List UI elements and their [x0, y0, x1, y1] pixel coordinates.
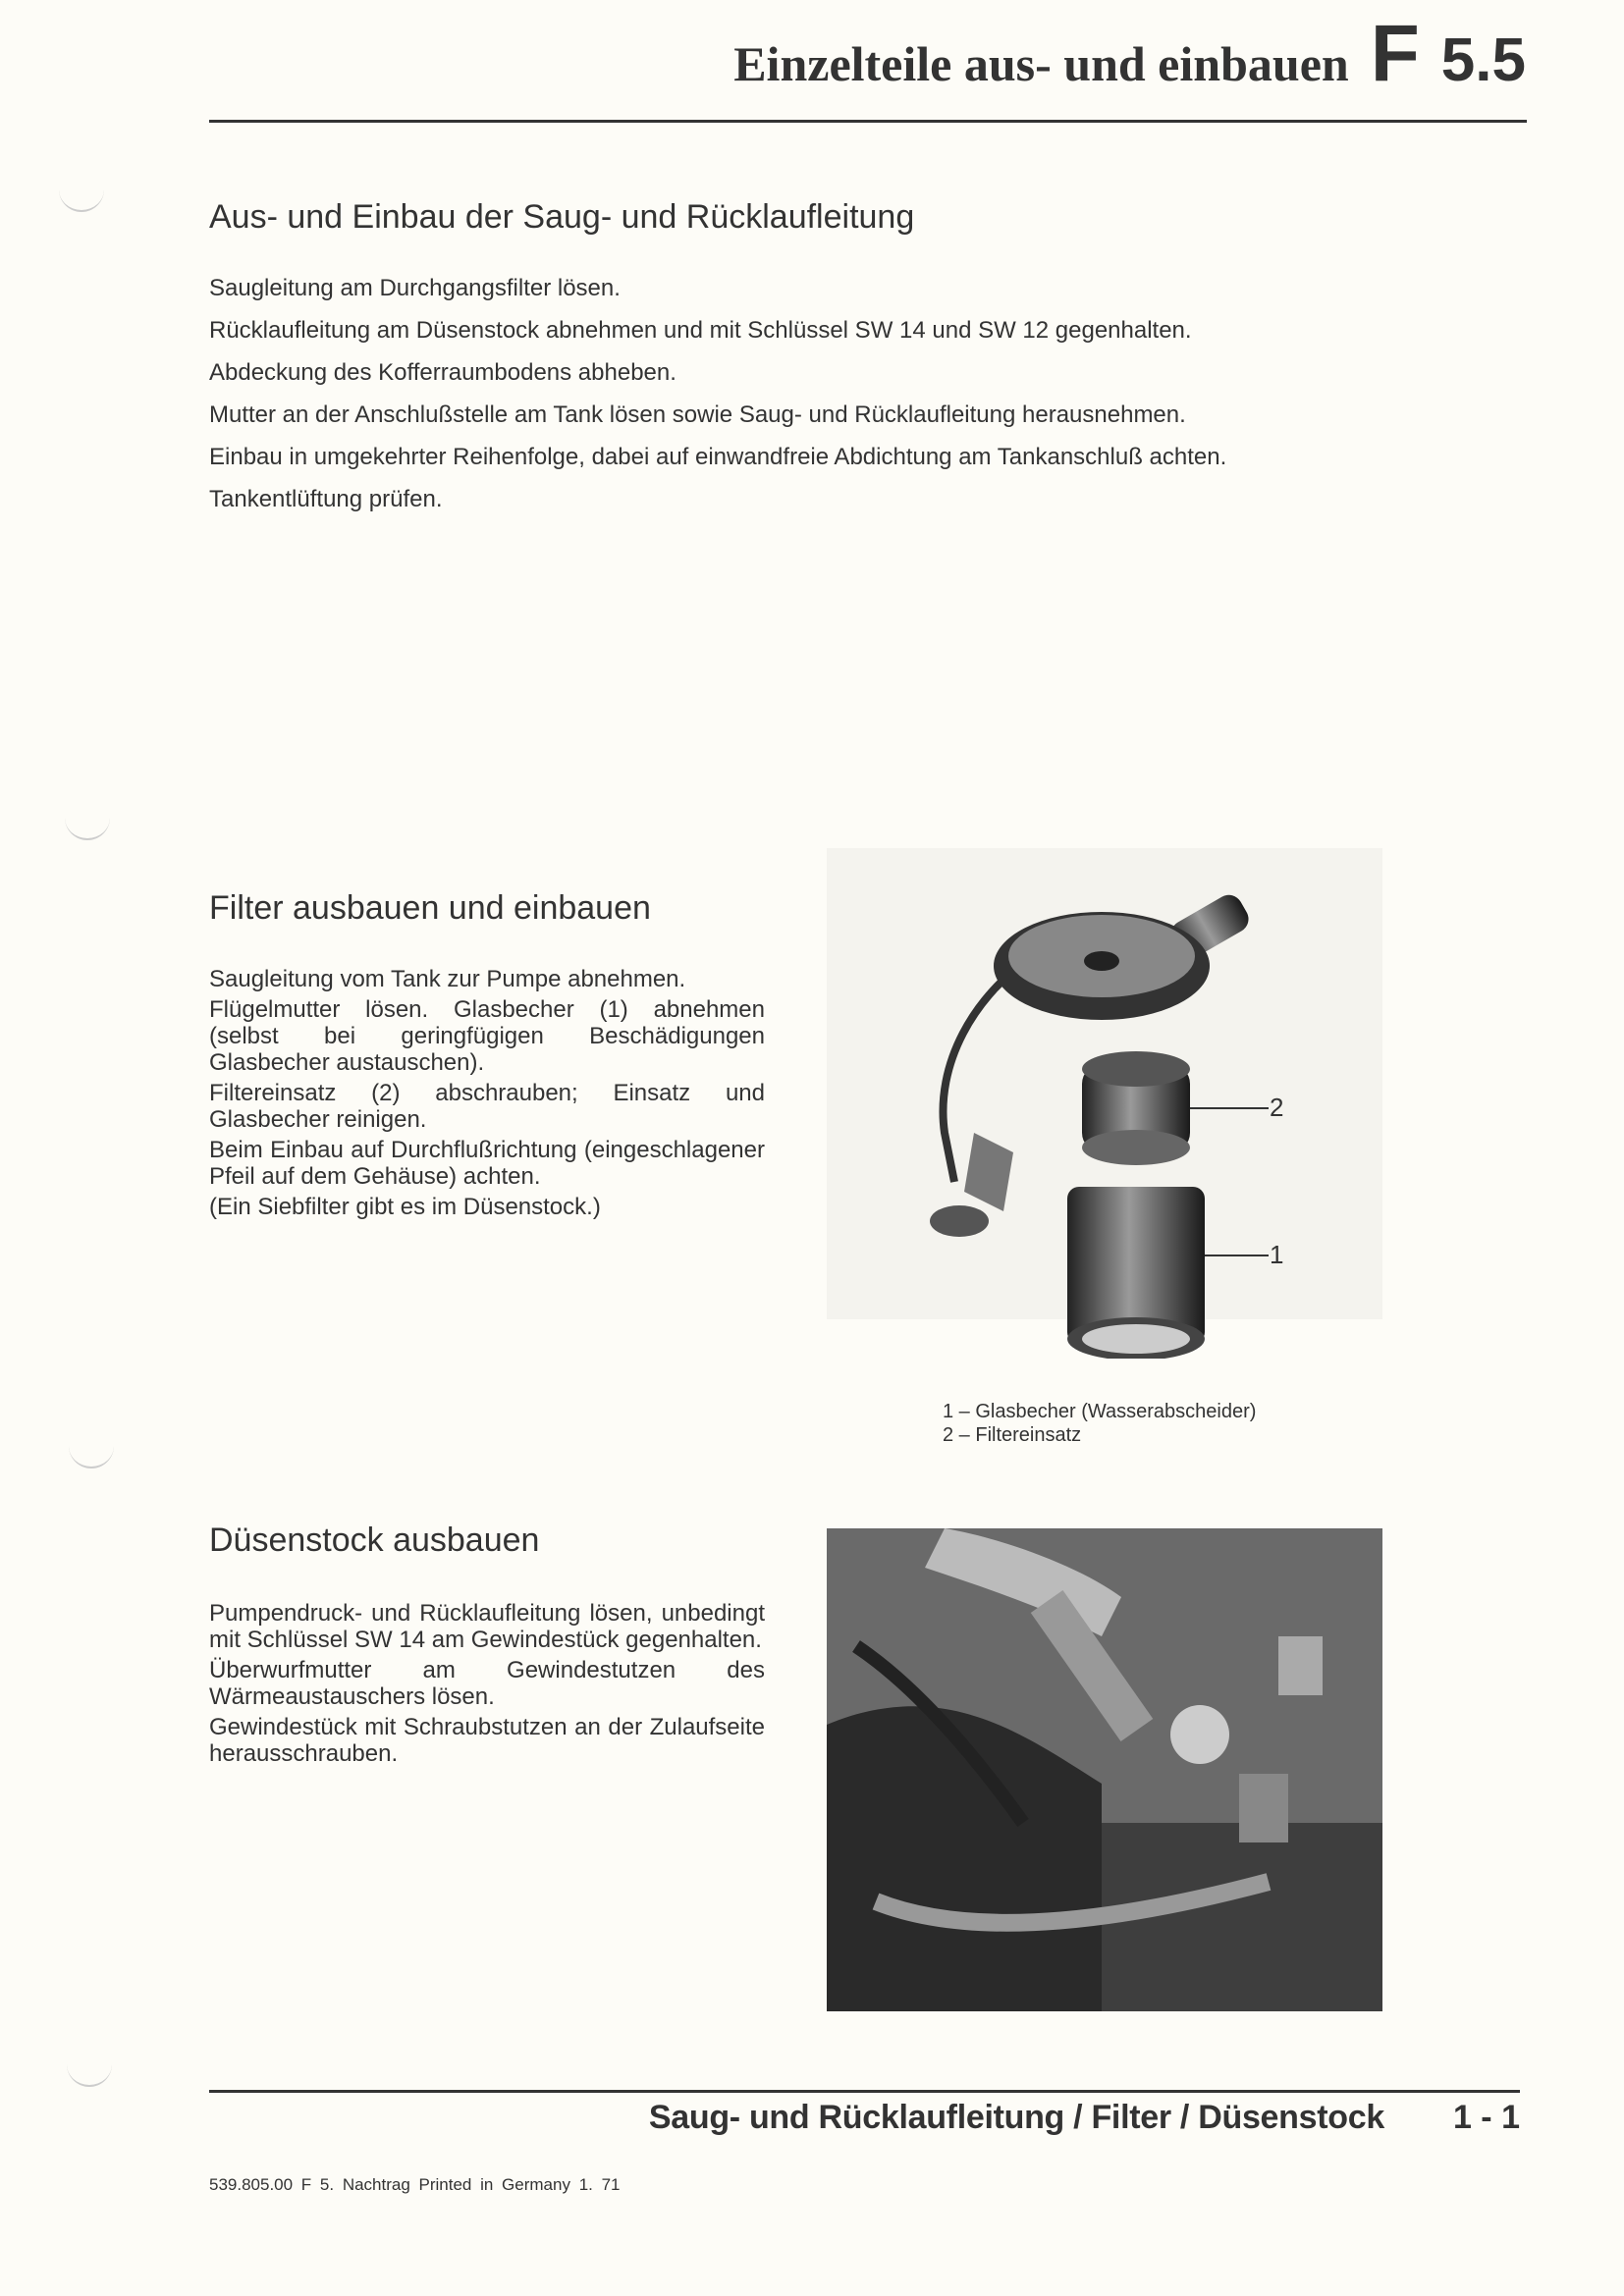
- footer-title: Saug- und Rücklaufleitung / Filter / Düsenstock: [648, 2099, 1384, 2136]
- filter-figure: [827, 848, 1382, 1319]
- section-body: [209, 966, 765, 1224]
- chapter-number: 5.5: [1440, 27, 1526, 94]
- punch-hole: [59, 187, 104, 212]
- paragraph: Saugleitung am Durchgangsfilter lösen.: [209, 275, 621, 301]
- header-rule: [209, 120, 1527, 123]
- punch-hole: [67, 2061, 112, 2087]
- paragraph: Tankentlüftung prüfen.: [209, 486, 443, 512]
- section-body: [209, 267, 1525, 520]
- punch-hole: [69, 1443, 114, 1468]
- page-header: [733, 9, 1526, 98]
- nozzle-photo: [827, 1528, 1382, 2011]
- paragraph: Abdeckung des Kofferraumbodens abheben.: [209, 359, 677, 386]
- print-code: 539.805.00 F 5. Nachtrag Printed in Germany 1. 71: [209, 2175, 621, 2194]
- section-heading: Filter ausbauen und einbauen: [209, 889, 651, 927]
- footer-rule: [209, 2090, 1520, 2093]
- page-header-title: Einzelteile aus- und einbauen: [733, 36, 1349, 91]
- paragraph: Überwurfmutter am Gewindestutzen des Wärmeaustauschers lösen.: [209, 1657, 765, 1710]
- paragraph: Flügelmutter lösen. Glasbecher (1) abnehmen (selbst bei geringfügigen Beschädigungen Glasbecher austauschen).: [209, 996, 765, 1076]
- caption-line: 2 – Filtereinsatz: [943, 1424, 1082, 1446]
- section-heading: Düsenstock ausbauen: [209, 1522, 540, 1559]
- paragraph: Pumpendruck- und Rücklaufleitung lösen, unbedingt mit Schlüssel SW 14 am Gewindestück gegenhalten.: [209, 1600, 765, 1653]
- page-number: 1 - 1: [1452, 2099, 1520, 2136]
- paragraph: Saugleitung vom Tank zur Pumpe abnehmen.: [209, 966, 686, 992]
- section-heading: Aus- und Einbau der Saug- und Rücklaufleitung: [209, 198, 915, 236]
- caption-line: 1 – Glasbecher (Wasserabscheider): [943, 1401, 1257, 1422]
- paragraph: Filtereinsatz (2) abschrauben; Einsatz und Glasbecher reinigen.: [209, 1080, 765, 1133]
- nozzle-assembly-photo: [827, 1528, 1382, 2011]
- figure-caption: [943, 1400, 1256, 1447]
- figure-label-1: 1: [1270, 1240, 1284, 1269]
- paragraph: Beim Einbau auf Durchflußrichtung (eingeschlagener Pfeil auf dem Gehäuse) achten.: [209, 1137, 765, 1190]
- paragraph: Gewindestück mit Schraubstutzen an der Zulaufseite herausschrauben.: [209, 1714, 765, 1767]
- page-footer: [649, 2099, 1520, 2137]
- chapter-letter: F: [1370, 9, 1420, 98]
- filter-exploded-illustration: [827, 848, 1382, 1359]
- paragraph: Einbau in umgekehrter Reihenfolge, dabei auf einwandfreie Abdichtung am Tankanschluß achten.: [209, 444, 1227, 470]
- section-body: [209, 1600, 765, 1771]
- paragraph: (Ein Siebfilter gibt es im Düsenstock.): [209, 1194, 601, 1220]
- figure-label-2: 2: [1270, 1093, 1284, 1122]
- paragraph: Mutter an der Anschlußstelle am Tank lösen sowie Saug- und Rücklaufleitung herausnehmen.: [209, 401, 1186, 428]
- paragraph: Rücklaufleitung am Düsenstock abnehmen und mit Schlüssel SW 14 und SW 12 gegenhalten.: [209, 317, 1192, 344]
- punch-hole: [65, 815, 110, 840]
